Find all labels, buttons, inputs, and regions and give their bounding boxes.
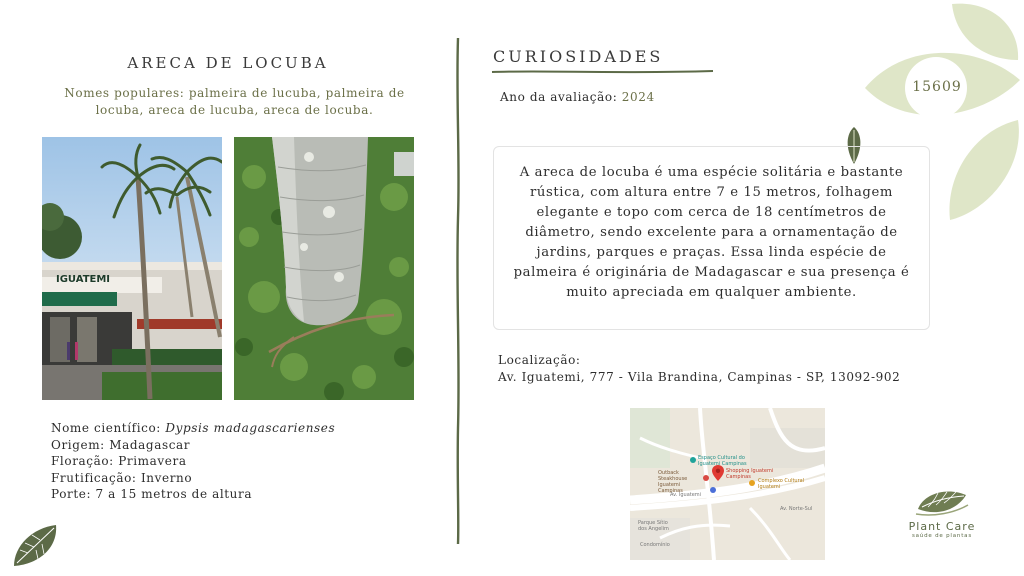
map-label-left: Outback Steakhouse Iguatemi Campinas [658,470,688,494]
description-box [493,146,930,330]
palm-trunk-photo [234,137,414,400]
map-label-museum: Espaço Cultural do Iguatemi Campinas [698,455,747,467]
leaf-bottom [949,120,1018,220]
curiosities-title: CURIOSIDADES [493,47,664,66]
map-pin-icon [712,465,724,481]
palm-photo-mall [42,137,222,400]
evaluation-year-row [500,90,655,104]
fruiting-row: Frutificação: Inverno [51,470,193,485]
location-map[interactable] [630,408,825,560]
plant-title: ARECA DE LOCUBA [127,54,329,72]
description-text: A areca de locuba é uma espécie solitária e bastante rústica, com altura entre 7 e 15 metros, folhagem elegante e topo com cerca de 18 centímetros de diâmetro, sendo excelente para a ornamentação de jardins, parques e praças. Essa linda espécie de palmeira é originária de Madagascar e sua presença é muito apreciada em qualquer ambiente. [513,165,910,300]
evaluation-code: 15609 [912,79,962,95]
brand-name: Plant Care [908,520,976,533]
map-label-right: Complexo Cultural Iguatemi [758,478,805,490]
brand-tagline: saúde de plantas [911,533,973,539]
size-row: Porte: 7 a 15 metros de altura [51,487,253,501]
map-label-bottom: Parque Sítio dos Angelim [638,520,669,532]
map-label-mall: Shopping Iguatemi Campinas [726,468,774,480]
location-block [498,352,938,385]
map-label-street: Av. Iguatemi [670,492,702,498]
plant-care-logo-icon [914,487,970,519]
title-underline [490,68,715,76]
scientific-name-value: Dypsis madagascarienses [165,421,336,435]
mall-sign: IGUATEMI [56,274,111,285]
location-label: Localização: [498,353,581,367]
map-label-street2: Av. Norte-Sul [780,506,813,512]
origin-row: Origem: Madagascar [51,437,191,452]
evaluation-label: Ano da avaliação: [500,90,618,104]
leaf-top [952,4,1018,60]
vertical-divider [453,38,463,544]
bottom-leaf-icon [10,522,60,568]
location-address: Av. Iguatemi, 777 - Vila Brandina, Campinas - SP, 13092-902 [498,369,901,384]
scientific-name-row [51,420,441,437]
map-label-corner: Condomínio [640,542,670,548]
plant-facts [51,420,441,503]
scientific-name-label: Nome científico: [51,421,161,435]
evaluation-year: 2024 [621,90,655,104]
popular-names: Nomes populares: palmeira de lucuba, palmeira de locuba, areca de lucuba, areca de locuba. [64,86,405,117]
flowering-row: Floração: Primavera [51,454,187,468]
